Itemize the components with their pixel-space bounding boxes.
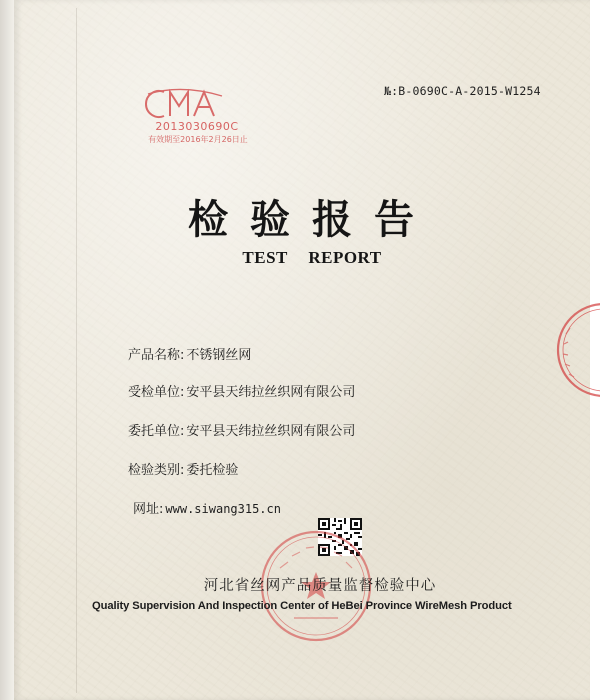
cma-logo-icon bbox=[142, 88, 228, 120]
field-client-unit bbox=[128, 420, 355, 439]
field-label: 网址: bbox=[133, 502, 164, 517]
field-label: 受检单位: bbox=[128, 385, 185, 400]
field-value: 不锈钢丝网 bbox=[186, 348, 252, 363]
cma-number: 2013030690C bbox=[155, 120, 239, 133]
cma-stamp bbox=[132, 88, 252, 154]
field-value: 安平县天纬拉丝织网有限公司 bbox=[186, 385, 356, 400]
cma-validity: 有效期至2016年2月26日止 bbox=[148, 135, 248, 144]
edge-seal-icon bbox=[552, 300, 600, 400]
issuing-organization-en: Quality Supervision And Inspection Center of HeBei Province WireMesh Product bbox=[92, 600, 512, 612]
website-link[interactable]: www.siwang315.cn bbox=[165, 502, 281, 516]
field-value: 委托检验 bbox=[186, 463, 239, 478]
field-inspection-type bbox=[128, 459, 238, 478]
field-label: 检验类别: bbox=[128, 463, 185, 478]
page-title: 检验报告 bbox=[188, 197, 436, 243]
field-label: 委托单位: bbox=[128, 424, 185, 439]
field-inspected-unit bbox=[128, 381, 355, 400]
field-product-name bbox=[128, 344, 251, 363]
issuing-organization-cn: 河北省丝网产品质量监督检验中心 bbox=[203, 578, 437, 594]
field-website bbox=[133, 498, 281, 517]
page-subtitle: TEST REPORT bbox=[242, 248, 382, 267]
field-label: 产品名称: bbox=[128, 348, 185, 363]
report-number: №:B-0690C-A-2015-W1254 bbox=[384, 84, 541, 98]
scan-edge bbox=[0, 0, 14, 700]
field-value: 安平县天纬拉丝织网有限公司 bbox=[186, 424, 356, 439]
